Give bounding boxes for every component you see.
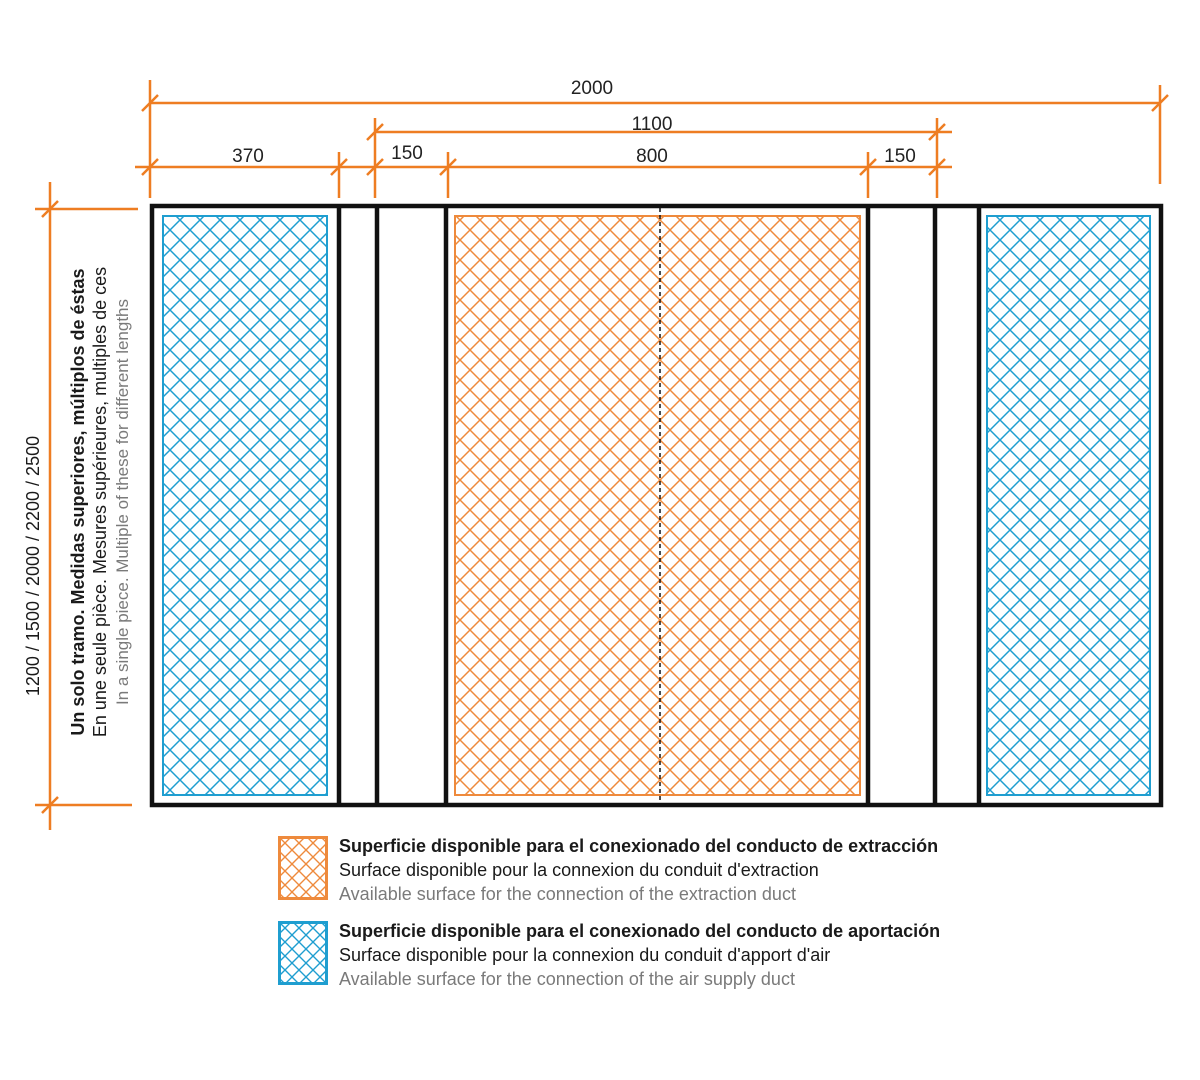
height-label [8, 182, 138, 822]
legend-supply-fr: Surface disponible pour la connexion du conduit d'apport d'air [339, 945, 831, 965]
height-note-es: Un solo tramo. Medidas superiores, múltiplos de éstas [68, 268, 88, 736]
orange-crosshatch-swatch-icon [278, 836, 328, 900]
blue-crosshatch-swatch-icon [278, 921, 328, 985]
legend-extraction [278, 836, 1138, 906]
dim-1100-label: 1100 [631, 114, 673, 135]
dim-left-panel-label: 370 [232, 146, 264, 167]
extraction-area-center [455, 216, 860, 795]
height-values: 1200 / 1500 / 2000 / 2200 / 2500 [23, 435, 43, 697]
height-note-en: In a single piece. Multiple of these for different lengths [113, 298, 132, 706]
supply-area-left [163, 216, 327, 795]
legend-extraction-es: Superficie disponible para el conexionado del conducto de extracción [339, 836, 939, 856]
dim-center-panel-label: 800 [636, 146, 668, 167]
height-note-fr: En une seule pièce. Mesures supérieures, multiples de ces [90, 266, 110, 738]
legend-extraction-fr: Surface disponible pour la connexion du conduit d'extraction [339, 860, 819, 880]
dim-gap-left-label: 150 [391, 143, 423, 164]
supply-area-right [987, 216, 1150, 795]
legend-supply [278, 921, 1138, 991]
legend-supply-es: Superficie disponible para el conexionado del conducto de aportación [339, 921, 941, 941]
legend-extraction-en: Available surface for the connection of the extraction duct [339, 884, 796, 904]
dim-gap-right-label: 150 [884, 146, 916, 167]
legend-supply-en: Available surface for the connection of the air supply duct [339, 969, 795, 989]
dim-total-label: 2000 [570, 78, 614, 99]
